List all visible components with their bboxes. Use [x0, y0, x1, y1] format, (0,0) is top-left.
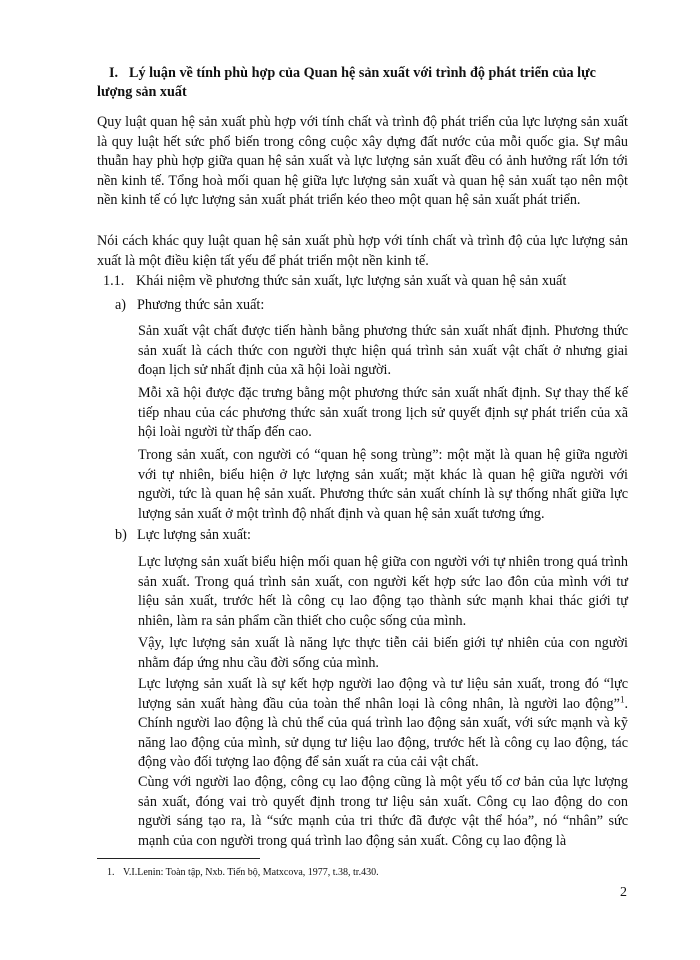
item-b-paragraph-4: Cùng với người lao động, công cụ lao động cũng là một yếu tố cơ bản của lực lượng sản xuất, đóng vai trò quyết định trong tư liệu sản xuất. Công cụ lao động do con người sáng tạo ra, là “sức mạnh của tri thức đã được vật thể hóa”, nó “nhân” sức mạnh của con người trong quá trình lao động sản xuất. Công cụ lao động là [138, 774, 628, 849]
item-b-paragraph-3-start: Lực lượng sản xuất là sự kết hợp người lao động và tư liệu sản xuất, trong đó “lực lượng sản xuất hàng đầu của toàn thể nhân loại là công nhân, là người lao động” [138, 676, 628, 712]
item-a-paragraph-1: Sản xuất vật chất được tiến hành bằng phương thức sản xuất nhất định. Phương thức sản xuất là cách thức con người thực hiện quá trình sản xuất vật chất ở nhưng giai đoạn lịch sử nhất định của xã hội loài người. [138, 323, 628, 379]
footnote-number: 1. [107, 867, 115, 878]
item-b-heading [115, 526, 628, 546]
intro-paragraph-1: Quy luật quan hệ sản xuất phù hợp với tính chất và trình độ phát triển của lực lượng sản xuất là quy luật hết sức phổ biến trong công cuộc xây dựng đất nước của mỗi quốc gia. Sự mâu thuẫn hay phù hợp giữa quan hệ sản xuất và lực lượng sản xuất đều có ảnh hưởng rất lớn tới nền kinh tế. Tổng hoà mối quan hệ giữa lực lượng sản xuất và quan hệ sản xuất tạo nên một nền kinh tế có lực lượng sản xuất phát triển kéo theo một quan hệ sản xuất phát triển. [97, 114, 628, 209]
subsection-1-1-number: 1.1. [103, 273, 125, 289]
item-b-paragraph-3-end: . Chính người lao động là chủ thể của quá trình lao động sản xuất, với sức mạnh và kỹ năng lao động của mình, sử dụng tư liệu lao động, trước hết là công cụ lao động, tác động vào đối tượng lao động để sản xuất ra của cải vật chất. [138, 695, 628, 771]
item-b-paragraph-3 [138, 675, 628, 773]
item-a-paragraph-2: Mỗi xã hội được đặc trưng bằng một phương thức sản xuất nhất định. Sự thay thế kế tiếp nhau của các phương thức sản xuất trong lịch sử quyết định sự phát triển của xã hội loài người từ thấp đến cao. [138, 385, 628, 441]
item-a-heading [115, 296, 628, 316]
subsection-1-1-title: Khái niệm về phương thức sản xuất, lực lượng sản xuất và quan hệ sản xuất [136, 273, 567, 289]
item-b-paragraph-1: Lực lượng sản xuất biểu hiện mối quan hệ giữa con người với tự nhiên trong quá trình sản xuất. Trong quá trình sản xuất, con người kết hợp sức lao đôn của mình với tư liệu sản xuất, trước hết là công cụ lao động tạo thành sức mạnh khai thác giới tự nhiên, làm ra sản phẩm cần thiết cho cuộc sống của mình. [138, 554, 628, 629]
item-b-number: b) [115, 527, 127, 543]
item-a-number: a) [115, 297, 127, 313]
item-b-paragraph-2: Vậy, lực lượng sản xuất là năng lực thực tiễn cải biến giới tự nhiên của con người nhằm đáp ứng nhu cầu đời sống của mình. [138, 635, 628, 671]
footnote-text: V.I.Lenin: Toàn tập, Nxb. Tiến bộ, Matxcova, 1977, t.38, tr.430. [123, 867, 379, 878]
intro-paragraph-2: Nói cách khác quy luật quan hệ sản xuất phù hợp với tính chất và trình độ của lực lượng sản xuất là một điều kiện tất yếu để phát triển một nền kinh tế. [97, 233, 628, 269]
section-heading [97, 64, 627, 102]
footnote-separator [97, 858, 260, 859]
subsection-1-1-heading [103, 272, 628, 292]
heading-number: I. [109, 65, 119, 81]
item-a-title: Phương thức sản xuất: [137, 297, 265, 313]
item-a-paragraph-3: Trong sản xuất, con người có “quan hệ song trùng”: một mặt là quan hệ giữa người với tự nhiên, biểu hiện ở lực lượng sản xuất; mặt khác là quan hệ giữa người với người, tức là quan hệ sản xuất. Phương thức sản xuất chính là sự thống nhất giữa lực lượng sản xuất ở một trình độ nhất định và quan hệ sản xuất tương ứng. [138, 447, 628, 522]
heading-text: Lý luận về tính phù hợp của Quan hệ sản xuất với trình độ phát triển của lực lượng sản xuất [97, 65, 596, 100]
item-b-title: Lực lượng sản xuất: [137, 527, 251, 543]
footnote [97, 866, 597, 879]
page-number: 2 [620, 885, 627, 900]
footnote-reference[interactable]: 1 [619, 693, 625, 704]
